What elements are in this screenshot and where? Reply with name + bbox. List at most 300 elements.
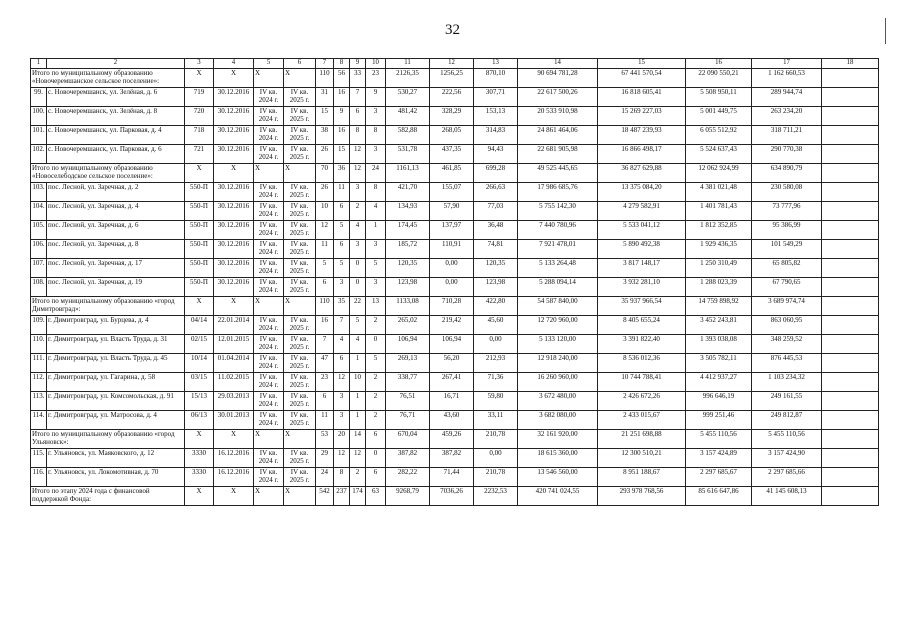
- data-cell-col-7: 6: [316, 392, 334, 411]
- data-cell-col-5: Х: [254, 487, 284, 506]
- data-cell-col-6: IV кв. 2025 г.: [284, 107, 316, 126]
- data-cell-col-3: Х: [185, 430, 214, 449]
- data-cell-col-5: IV кв. 2024 г.: [254, 449, 284, 468]
- data-cell-col-8: 3: [334, 411, 350, 430]
- data-cell-col-11: 530,27: [386, 88, 430, 107]
- data-cell-col-14: 7 921 478,01: [518, 240, 598, 259]
- data-cell-col-14: 49 525 445,65: [518, 164, 598, 183]
- data-cell-col-12: 0,00: [430, 259, 474, 278]
- data-cell-col-5: IV кв. 2024 г.: [254, 126, 284, 145]
- data-cell-col-9: 174: [350, 487, 366, 506]
- data-cell-col-8: 8: [334, 468, 350, 487]
- data-cell-col-6: IV кв. 2025 г.: [284, 202, 316, 221]
- data-cell-col-8: 4: [334, 335, 350, 354]
- data-cell-col-10: 3: [366, 278, 386, 297]
- data-cell-col-14: 7 440 780,96: [518, 221, 598, 240]
- data-cell-col-11: 2126,35: [386, 69, 430, 88]
- data-cell-col-15: 18 487 239,93: [598, 126, 686, 145]
- data-cell-col-6: IV кв. 2025 г.: [284, 373, 316, 392]
- data-cell-col-9: 22: [350, 297, 366, 316]
- data-cell-col-15: 13 375 084,20: [598, 183, 686, 202]
- data-cell-col-6: IV кв. 2025 г.: [284, 449, 316, 468]
- data-cell-col-3: 02/15: [185, 335, 214, 354]
- data-cell-col-7: 31: [316, 88, 334, 107]
- data-cell-col-16: 5 508 950,11: [686, 88, 752, 107]
- data-cell-col-8: 3: [334, 278, 350, 297]
- address-cell: г. Димитровград, ул. Власть Труда, д. 31: [47, 335, 185, 354]
- column-number-cell: 13: [474, 59, 518, 69]
- data-cell-col-9: 1: [350, 354, 366, 373]
- data-cell-col-15: 16 866 498,17: [598, 145, 686, 164]
- data-cell-col-12: 268,05: [430, 126, 474, 145]
- row-number-cell: 113.: [31, 392, 47, 411]
- data-cell-col-12: 437,35: [430, 145, 474, 164]
- building-row: [31, 88, 879, 107]
- data-cell-col-18: [822, 240, 879, 259]
- data-cell-col-7: 110: [316, 69, 334, 88]
- data-cell-col-18: [822, 183, 879, 202]
- data-cell-col-9: 1: [350, 392, 366, 411]
- data-cell-col-14: 12 918 240,00: [518, 354, 598, 373]
- data-cell-col-17: 95 386,99: [752, 221, 822, 240]
- data-cell-col-15: 8 536 012,36: [598, 354, 686, 373]
- data-cell-col-15: 15 269 227,03: [598, 107, 686, 126]
- subtotal-label: Итого по муниципальному образованию «город Ульяновск»:: [31, 430, 185, 449]
- data-cell-col-6: IV кв. 2025 г.: [284, 88, 316, 107]
- data-cell-col-13: 212,93: [474, 354, 518, 373]
- data-cell-col-8: 5: [334, 259, 350, 278]
- data-cell-col-11: 338,77: [386, 373, 430, 392]
- data-cell-col-18: [822, 69, 879, 88]
- data-cell-col-10: 2: [366, 373, 386, 392]
- data-cell-col-7: 53: [316, 430, 334, 449]
- data-cell-col-3: 3330: [185, 449, 214, 468]
- data-cell-col-16: 22 090 550,21: [686, 69, 752, 88]
- data-cell-col-12: 7036,26: [430, 487, 474, 506]
- data-cell-col-13: 33,11: [474, 411, 518, 430]
- data-cell-col-17: 41 145 608,13: [752, 487, 822, 506]
- data-cell-col-12: 219,42: [430, 316, 474, 335]
- data-cell-col-4: Х: [214, 164, 254, 183]
- data-cell-col-15: 36 827 629,88: [598, 164, 686, 183]
- data-cell-col-18: [822, 107, 879, 126]
- column-number-cell: 11: [386, 59, 430, 69]
- address-cell: с. Новочеремшанск, ул. Парковая, д. 6: [47, 145, 185, 164]
- data-cell-col-6: IV кв. 2025 г.: [284, 259, 316, 278]
- data-cell-col-11: 269,13: [386, 354, 430, 373]
- subtotal-row: [31, 487, 879, 506]
- data-cell-col-10: 6: [366, 430, 386, 449]
- data-cell-col-3: 720: [185, 107, 214, 126]
- data-cell-col-10: 24: [366, 164, 386, 183]
- data-cell-col-5: IV кв. 2024 г.: [254, 202, 284, 221]
- data-cell-col-11: 582,88: [386, 126, 430, 145]
- data-cell-col-12: 710,28: [430, 297, 474, 316]
- data-cell-col-17: 1 103 234,32: [752, 373, 822, 392]
- data-cell-col-15: 21 251 698,88: [598, 430, 686, 449]
- column-number-cell: 6: [284, 59, 316, 69]
- data-cell-col-12: 57,90: [430, 202, 474, 221]
- data-cell-col-5: IV кв. 2024 г.: [254, 373, 284, 392]
- data-cell-col-6: Х: [284, 164, 316, 183]
- data-cell-col-10: 1: [366, 221, 386, 240]
- data-cell-col-10: 5: [366, 354, 386, 373]
- data-cell-col-17: 318 711,21: [752, 126, 822, 145]
- data-cell-col-4: 30.01.2013: [214, 411, 254, 430]
- column-number-cell: 10: [366, 59, 386, 69]
- data-cell-col-11: 670,04: [386, 430, 430, 449]
- data-cell-col-4: Х: [214, 430, 254, 449]
- column-number-cell: 9: [350, 59, 366, 69]
- data-cell-col-13: 153,13: [474, 107, 518, 126]
- data-cell-col-13: 210,78: [474, 430, 518, 449]
- data-cell-col-5: IV кв. 2024 г.: [254, 354, 284, 373]
- column-number-cell: 7: [316, 59, 334, 69]
- data-cell-col-12: 137,97: [430, 221, 474, 240]
- data-cell-col-11: 76,51: [386, 392, 430, 411]
- data-cell-col-13: 307,71: [474, 88, 518, 107]
- data-cell-col-15: 10 744 788,41: [598, 373, 686, 392]
- data-cell-col-7: 110: [316, 297, 334, 316]
- data-cell-col-14: 54 587 840,00: [518, 297, 598, 316]
- data-cell-col-7: 7: [316, 335, 334, 354]
- data-cell-col-11: 185,72: [386, 240, 430, 259]
- data-cell-col-13: 74,81: [474, 240, 518, 259]
- data-cell-col-6: IV кв. 2025 г.: [284, 468, 316, 487]
- data-cell-col-7: 38: [316, 126, 334, 145]
- data-cell-col-5: Х: [254, 430, 284, 449]
- data-cell-col-5: IV кв. 2024 г.: [254, 392, 284, 411]
- data-cell-col-15: 293 978 768,56: [598, 487, 686, 506]
- row-number-cell: 99.: [31, 88, 47, 107]
- data-cell-col-7: 29: [316, 449, 334, 468]
- data-cell-col-18: [822, 468, 879, 487]
- data-cell-col-16: 5 455 110,56: [686, 430, 752, 449]
- data-cell-col-8: 6: [334, 240, 350, 259]
- data-cell-col-12: 1256,25: [430, 69, 474, 88]
- address-cell: г. Димитровград, ул. Матросова, д. 4: [47, 411, 185, 430]
- row-number-cell: 116.: [31, 468, 47, 487]
- data-cell-col-16: 1 401 781,43: [686, 202, 752, 221]
- data-cell-col-16: 6 055 512,92: [686, 126, 752, 145]
- data-cell-col-9: 0: [350, 259, 366, 278]
- column-number-cell: 17: [752, 59, 822, 69]
- row-number-cell: 102.: [31, 145, 47, 164]
- building-row: [31, 468, 879, 487]
- data-cell-col-13: 94,43: [474, 145, 518, 164]
- data-cell-col-17: 289 944,74: [752, 88, 822, 107]
- data-cell-col-7: 5: [316, 259, 334, 278]
- data-cell-col-4: Х: [214, 487, 254, 506]
- data-cell-col-3: Х: [185, 164, 214, 183]
- column-number-cell: 14: [518, 59, 598, 69]
- address-cell: пос. Лесной, ул. Заречная, д. 8: [47, 240, 185, 259]
- data-cell-col-17: 73 777,96: [752, 202, 822, 221]
- data-cell-col-15: 4 279 582,91: [598, 202, 686, 221]
- building-row: [31, 411, 879, 430]
- address-cell: пос. Лесной, ул. Заречная, д. 6: [47, 221, 185, 240]
- data-cell-col-18: [822, 354, 879, 373]
- building-row: [31, 145, 879, 164]
- building-row: [31, 278, 879, 297]
- data-cell-col-3: Х: [185, 297, 214, 316]
- row-number-cell: 106.: [31, 240, 47, 259]
- page-number: 32: [445, 22, 460, 38]
- row-number-cell: 110.: [31, 335, 47, 354]
- data-cell-col-12: 155,07: [430, 183, 474, 202]
- data-cell-col-13: 266,63: [474, 183, 518, 202]
- data-cell-col-3: 03/15: [185, 373, 214, 392]
- data-cell-col-10: 13: [366, 297, 386, 316]
- data-cell-col-7: 24: [316, 468, 334, 487]
- data-cell-col-18: [822, 126, 879, 145]
- data-cell-col-3: 550-П: [185, 259, 214, 278]
- data-cell-col-7: 10: [316, 202, 334, 221]
- data-cell-col-6: Х: [284, 297, 316, 316]
- data-cell-col-17: 2 297 685,66: [752, 468, 822, 487]
- data-cell-col-12: 328,29: [430, 107, 474, 126]
- data-cell-col-4: 11.02.2015: [214, 373, 254, 392]
- data-cell-col-9: 1: [350, 411, 366, 430]
- data-cell-col-12: 461,85: [430, 164, 474, 183]
- data-cell-col-16: 4 381 021,48: [686, 183, 752, 202]
- row-number-cell: 114.: [31, 411, 47, 430]
- data-cell-col-5: IV кв. 2024 г.: [254, 335, 284, 354]
- column-number-cell: 18: [822, 59, 879, 69]
- data-cell-col-6: Х: [284, 430, 316, 449]
- data-cell-col-8: 16: [334, 126, 350, 145]
- data-cell-col-16: 4 412 937,27: [686, 373, 752, 392]
- data-cell-col-5: IV кв. 2024 г.: [254, 278, 284, 297]
- data-cell-col-5: IV кв. 2024 г.: [254, 259, 284, 278]
- column-number-cell: 8: [334, 59, 350, 69]
- data-cell-col-18: [822, 449, 879, 468]
- row-number-cell: 111.: [31, 354, 47, 373]
- data-cell-col-5: IV кв. 2024 г.: [254, 240, 284, 259]
- row-number-cell: 112.: [31, 373, 47, 392]
- data-cell-col-14: 3 672 480,00: [518, 392, 598, 411]
- data-cell-col-4: 29.03.2013: [214, 392, 254, 411]
- building-row: [31, 126, 879, 145]
- data-cell-col-9: 0: [350, 278, 366, 297]
- address-cell: г. Ульяновск, ул. Маяковского, д. 12: [47, 449, 185, 468]
- building-row: [31, 354, 879, 373]
- data-cell-col-10: 0: [366, 449, 386, 468]
- data-cell-col-13: 870,10: [474, 69, 518, 88]
- data-cell-col-10: 4: [366, 202, 386, 221]
- data-cell-col-7: 26: [316, 145, 334, 164]
- data-cell-col-15: 2 433 015,67: [598, 411, 686, 430]
- data-cell-col-3: 550-П: [185, 278, 214, 297]
- data-cell-col-16: 3 505 782,11: [686, 354, 752, 373]
- data-cell-col-9: 33: [350, 69, 366, 88]
- data-cell-col-12: 106,94: [430, 335, 474, 354]
- address-cell: пос. Лесной, ул. Заречная, д. 19: [47, 278, 185, 297]
- data-cell-col-6: IV кв. 2025 г.: [284, 411, 316, 430]
- data-cell-col-15: 5 533 041,12: [598, 221, 686, 240]
- data-cell-col-7: 26: [316, 183, 334, 202]
- data-cell-col-3: 550-П: [185, 183, 214, 202]
- address-cell: г. Димитровград, ул. Комсомольская, д. 91: [47, 392, 185, 411]
- data-cell-col-17: 263 234,20: [752, 107, 822, 126]
- subtotal-row: [31, 297, 879, 316]
- row-number-cell: 103.: [31, 183, 47, 202]
- data-cell-col-9: 14: [350, 430, 366, 449]
- data-cell-col-11: 387,82: [386, 449, 430, 468]
- data-cell-col-5: IV кв. 2024 г.: [254, 183, 284, 202]
- data-cell-col-14: 18 615 360,00: [518, 449, 598, 468]
- data-cell-col-4: 30.12.2016: [214, 278, 254, 297]
- data-cell-col-12: 71,44: [430, 468, 474, 487]
- row-number-cell: 108.: [31, 278, 47, 297]
- data-cell-col-12: 43,60: [430, 411, 474, 430]
- data-cell-col-7: 23: [316, 373, 334, 392]
- subtotal-label: Итого по муниципальному образованию «город Димитровград»:: [31, 297, 185, 316]
- row-number-cell: 100.: [31, 107, 47, 126]
- data-cell-col-16: 996 646,19: [686, 392, 752, 411]
- data-cell-col-3: 10/14: [185, 354, 214, 373]
- data-cell-col-17: 249 812,87: [752, 411, 822, 430]
- data-cell-col-15: 8 405 655,24: [598, 316, 686, 335]
- data-cell-col-4: Х: [214, 69, 254, 88]
- building-row: [31, 316, 879, 335]
- data-cell-col-16: 5 001 449,75: [686, 107, 752, 126]
- data-cell-col-18: [822, 411, 879, 430]
- data-cell-col-10: 23: [366, 69, 386, 88]
- data-cell-col-11: 265,02: [386, 316, 430, 335]
- data-cell-col-17: 3 157 424,90: [752, 449, 822, 468]
- data-cell-col-4: 22.01.2014: [214, 316, 254, 335]
- address-cell: г. Ульяновск, ул. Локомотивная, д. 70: [47, 468, 185, 487]
- data-cell-col-18: [822, 202, 879, 221]
- data-cell-col-13: 120,35: [474, 259, 518, 278]
- data-cell-col-9: 4: [350, 335, 366, 354]
- data-cell-col-16: 1 812 352,85: [686, 221, 752, 240]
- data-cell-col-8: 12: [334, 449, 350, 468]
- data-cell-col-6: IV кв. 2025 г.: [284, 354, 316, 373]
- data-cell-col-10: 63: [366, 487, 386, 506]
- data-cell-col-3: Х: [185, 69, 214, 88]
- data-cell-col-3: 550-П: [185, 221, 214, 240]
- data-cell-col-6: IV кв. 2025 г.: [284, 221, 316, 240]
- data-cell-col-13: 71,36: [474, 373, 518, 392]
- data-cell-col-15: 2 426 672,26: [598, 392, 686, 411]
- data-cell-col-3: 550-П: [185, 240, 214, 259]
- subtotal-row: [31, 164, 879, 183]
- data-cell-col-5: Х: [254, 164, 284, 183]
- building-row: [31, 373, 879, 392]
- address-cell: г. Димитровград, ул. Власть Труда, д. 45: [47, 354, 185, 373]
- address-cell: с. Новочеремшанск, ул. Парковая, д. 4: [47, 126, 185, 145]
- subtotal-row: [31, 69, 879, 88]
- data-cell-col-14: 22 681 905,98: [518, 145, 598, 164]
- data-cell-col-9: 10: [350, 373, 366, 392]
- data-cell-col-13: 59,80: [474, 392, 518, 411]
- data-cell-col-5: IV кв. 2024 г.: [254, 221, 284, 240]
- data-cell-col-18: [822, 316, 879, 335]
- row-number-cell: 115.: [31, 449, 47, 468]
- data-cell-col-14: 90 694 781,28: [518, 69, 598, 88]
- data-cell-col-15: 67 441 570,54: [598, 69, 686, 88]
- data-cell-col-9: 12: [350, 449, 366, 468]
- row-number-cell: 101.: [31, 126, 47, 145]
- data-cell-col-4: 30.12.2016: [214, 221, 254, 240]
- data-cell-col-17: 67 790,65: [752, 278, 822, 297]
- data-cell-col-18: [822, 335, 879, 354]
- address-cell: г. Димитровград, ул. Гагарина, д. 58: [47, 373, 185, 392]
- data-cell-col-15: 8 951 188,67: [598, 468, 686, 487]
- data-cell-col-16: 2 297 685,67: [686, 468, 752, 487]
- data-cell-col-12: 387,82: [430, 449, 474, 468]
- data-cell-col-3: Х: [185, 487, 214, 506]
- data-cell-col-11: 421,70: [386, 183, 430, 202]
- data-cell-col-9: 3: [350, 183, 366, 202]
- data-cell-col-4: 30.12.2016: [214, 145, 254, 164]
- data-cell-col-11: 123,98: [386, 278, 430, 297]
- data-cell-col-10: 6: [366, 468, 386, 487]
- subtotal-label: Итого по этапу 2024 года с финансовой поддержкой Фонда:: [31, 487, 185, 506]
- row-number-cell: 105.: [31, 221, 47, 240]
- data-cell-col-13: 314,83: [474, 126, 518, 145]
- data-cell-col-16: 1 250 310,49: [686, 259, 752, 278]
- data-cell-col-8: 12: [334, 373, 350, 392]
- data-cell-col-8: 5: [334, 221, 350, 240]
- data-cell-col-7: 47: [316, 354, 334, 373]
- data-cell-col-9: 12: [350, 145, 366, 164]
- data-cell-col-15: 3 932 281,10: [598, 278, 686, 297]
- data-cell-col-18: [822, 259, 879, 278]
- data-cell-col-11: 134,93: [386, 202, 430, 221]
- data-cell-col-5: IV кв. 2024 г.: [254, 468, 284, 487]
- data-cell-col-18: [822, 221, 879, 240]
- data-cell-col-8: 20: [334, 430, 350, 449]
- data-cell-col-9: 2: [350, 202, 366, 221]
- data-cell-col-14: 5 133 264,48: [518, 259, 598, 278]
- data-cell-col-11: 106,94: [386, 335, 430, 354]
- data-cell-col-18: [822, 278, 879, 297]
- data-cell-col-18: [822, 392, 879, 411]
- data-cell-col-4: 12.01.2015: [214, 335, 254, 354]
- housing-registry-table: [30, 58, 879, 506]
- building-row: [31, 259, 879, 278]
- column-number-cell: 5: [254, 59, 284, 69]
- data-cell-col-7: 16: [316, 316, 334, 335]
- data-cell-col-14: 3 682 080,00: [518, 411, 598, 430]
- data-cell-col-4: 30.12.2016: [214, 88, 254, 107]
- data-cell-col-14: 5 288 094,14: [518, 278, 598, 297]
- data-cell-col-17: 876 445,53: [752, 354, 822, 373]
- data-cell-col-13: 36,48: [474, 221, 518, 240]
- data-cell-col-8: 56: [334, 69, 350, 88]
- data-cell-col-16: 3 157 424,89: [686, 449, 752, 468]
- address-cell: пос. Лесной, ул. Заречная, д. 2: [47, 183, 185, 202]
- data-cell-col-14: 5 755 142,30: [518, 202, 598, 221]
- data-cell-col-11: 76,71: [386, 411, 430, 430]
- data-cell-col-11: 174,45: [386, 221, 430, 240]
- data-cell-col-17: 230 580,08: [752, 183, 822, 202]
- data-cell-col-11: 1133,08: [386, 297, 430, 316]
- data-cell-col-9: 12: [350, 164, 366, 183]
- data-cell-col-12: 110,91: [430, 240, 474, 259]
- data-cell-col-18: [822, 297, 879, 316]
- data-cell-col-6: IV кв. 2025 г.: [284, 126, 316, 145]
- data-cell-col-18: [822, 430, 879, 449]
- data-cell-col-14: 17 986 685,76: [518, 183, 598, 202]
- address-cell: пос. Лесной, ул. Заречная, д. 17: [47, 259, 185, 278]
- data-cell-col-18: [822, 373, 879, 392]
- data-cell-col-8: 6: [334, 354, 350, 373]
- data-cell-col-11: 531,78: [386, 145, 430, 164]
